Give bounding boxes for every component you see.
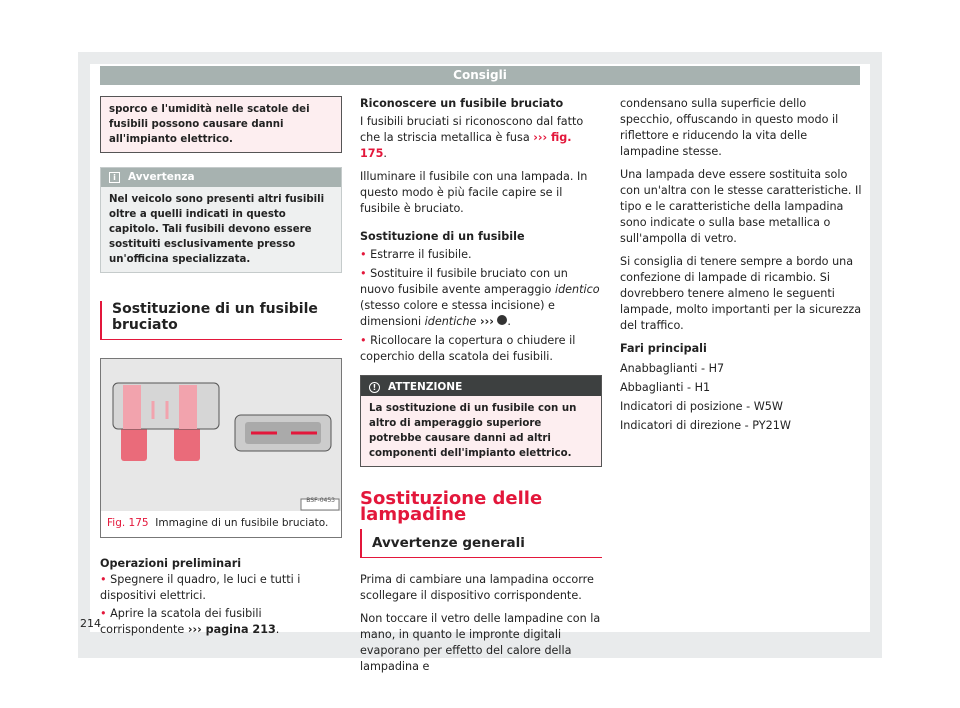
subheading: Fari principali [620, 342, 707, 355]
subheading: Riconoscere un fusibile bruciato [360, 97, 564, 110]
chapter-title: Sostituzione delle lampadine [360, 488, 543, 525]
lamp-item: Abbaglianti - H1 [620, 381, 711, 394]
list-item: • Aprire la scatola dei fusibili corrispondente ››› pagina 213. [100, 607, 280, 636]
caution-box-continued: sporco e l'umidità nelle scatole dei fusibili possono causare danni all'impianto elettrico. [100, 96, 342, 153]
note-text: Nel veicolo sono presenti altri fusibili oltre a quelli indicati in questo capitolo. Tali fusibili devono essere sostituiti esclusivamente presso un'officina specializzata. [109, 194, 325, 265]
figure [100, 358, 342, 538]
list-item: • Spegnere il quadro, le luci e tutti i dispositivi elettrici. [100, 573, 301, 602]
figure-caption [101, 511, 341, 537]
lamp-item: Indicatori di direzione - PY21W [620, 419, 791, 432]
paragraph: Si consiglia di tenere sempre a bordo una confezione di lampade di ricambio. Si dovrebbero tenere almeno le seguenti lampade, molto importanti per la sicurezza del traffico. [620, 255, 862, 332]
fuse-illustration [101, 359, 341, 511]
subheading: Sostituzione di un fusibile [360, 230, 525, 243]
lamp-item: Indicatori di posizione - W5W [620, 400, 783, 413]
exclamation-icon: ! [369, 382, 380, 393]
page-link[interactable]: ››› pagina 213 [187, 623, 276, 636]
section-title: Sostituzione di un fusibile bruciato [100, 301, 342, 340]
figure-code: BSF-0453 [306, 497, 335, 504]
figure-link[interactable]: ››› fig. 175 [360, 131, 572, 160]
lamp-item: Anabbaglianti - H7 [620, 362, 725, 375]
note-box [100, 167, 342, 273]
paragraph: Non toccare il vetro delle lampadine con la mano, in quanto le impronte digitali evaporano per effetto del calore della lampadina e [360, 612, 601, 673]
warning-text: La sostituzione di un fusibile con un altro di amperaggio superiore potrebbe causare danni ad altri componenti dell'impianto elettrico. [369, 403, 577, 459]
paragraph: Prima di cambiare una lampadina occorre scollegare il dispositivo corrispondente. [360, 573, 594, 602]
list-item: • Ricollocare la copertura o chiudere il coperchio della scatola dei fusibili. [360, 334, 576, 363]
figure-label: Fig. 175 [107, 517, 149, 529]
warning-icon [497, 315, 507, 325]
prelim-title: Operazioni preliminari [100, 557, 242, 570]
paragraph: I fusibili bruciati si riconoscono dal fatto che la striscia metallica è fusa ››› fig. 175. [360, 115, 584, 160]
list-item: • Sostituire il fusibile bruciato con un nuovo fusibile avente amperaggio identico (stesso colore e stessa incisione) e dimensioni identiche ››› . [360, 267, 600, 328]
warning-title: ATTENZIONE [388, 381, 463, 393]
note-title: Avvertenza [128, 171, 195, 183]
list-item: • Estrarre il fusibile. [360, 248, 472, 261]
info-icon: i [109, 172, 120, 183]
warning-header [361, 376, 601, 396]
warning-link[interactable]: ››› [480, 315, 494, 328]
paragraph: condensano sulla superficie dello specchio, offuscando in questo modo il riflettore e riducendo la vita delle lampadine stesse. [620, 97, 839, 158]
column-3 [620, 96, 862, 437]
subsection-title: Avvertenze generali [360, 529, 602, 558]
paragraph: Una lampada deve essere sostituita solo con un'altra con le stesse caratteristiche. Il tipo e le caratteristiche della lampadina sono indicate o sulla base metallica o sull'ampolla di vetro. [620, 168, 862, 245]
page-number: 214 [80, 617, 101, 630]
column-1 [100, 96, 342, 645]
page-header: Consigli [100, 66, 860, 85]
note-header [101, 168, 341, 187]
column-2 [360, 96, 602, 682]
figure-caption-text: Immagine di un fusibile bruciato. [155, 517, 329, 529]
paragraph: Illuminare il fusibile con una lampada. In questo modo è più facile capire se il fusibile è bruciato. [360, 170, 588, 215]
warning-box [360, 375, 602, 467]
